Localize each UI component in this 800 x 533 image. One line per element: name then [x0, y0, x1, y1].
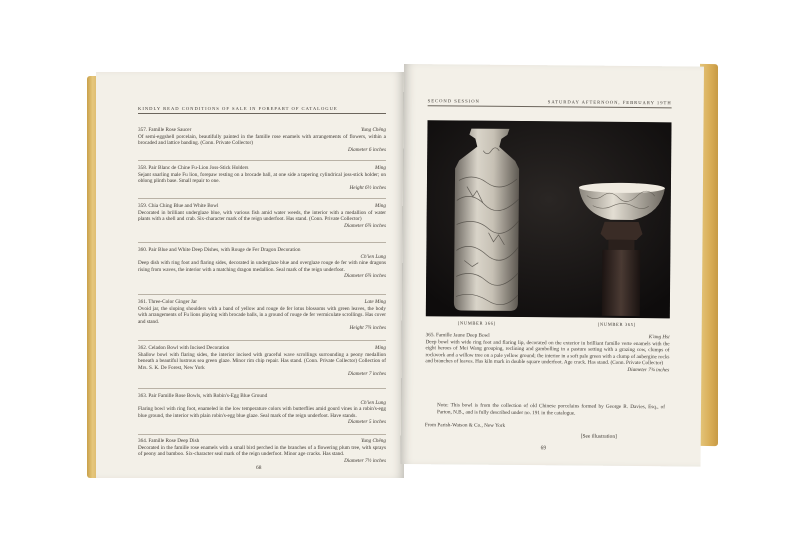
lot-entry — [138, 165, 386, 191]
lot-dynasty: Late Ming — [364, 299, 386, 305]
lot-dimensions: Diameter 7 inches — [347, 371, 386, 378]
lot-dynasty: Yung Chêng — [360, 127, 386, 133]
provenance-note — [437, 402, 665, 417]
lot-description: Deep dish with ring foot and flaring sides, decorated in underglaze blue and overglaze rouge de fer with nine dragons rising from waves, the interior with a matching dragon medallion. Seal mark of the reign underfoot. — [138, 260, 386, 273]
lot-entry — [138, 393, 386, 426]
lot-title: 360. Pair Blue and White Deep Dishes, with Rouge de Fer Dragon Decoration — [138, 247, 301, 253]
running-header-left: KINDLY READ CONDITIONS OF SALE IN FOREPART OF CATALOGUE — [138, 106, 338, 111]
lot-title: 362. Celadon Bowl with Incised Decoration — [138, 345, 230, 351]
lot-dimensions: Diameter 6¾ inches — [344, 222, 386, 229]
lot-title: 359. Chia Ching Blue and White Bowl — [138, 203, 219, 209]
lot-dynasty: Ch'ien Lung — [360, 399, 386, 406]
lot-dimensions: Diameter 6 inches — [347, 146, 386, 153]
page-number: 68 — [256, 465, 262, 471]
left-page — [96, 72, 404, 478]
lot-dynasty: Ming — [375, 165, 386, 171]
lot-entry — [138, 203, 386, 229]
lot-dynasty: Ch'ien Lung — [360, 253, 386, 260]
running-header-date: SATURDAY AFTERNOON, FEBRUARY 19TH — [547, 99, 672, 106]
entry-divider — [138, 434, 386, 435]
entry-divider — [138, 388, 386, 389]
lot-title: 364. Famille Rose Deep Dish — [138, 438, 200, 444]
lot-dimensions: Diameter 7¾ inches — [627, 366, 670, 374]
lot-title: 365. Famille Jaune Deep Bowl — [425, 332, 490, 339]
lot-description: Shallow bowl with flaring sides, the interior incised with graceful wave scrollings surrounding a peony medallion beneath a beautiful lustrous sea green glaze. Minor rim chip repair. Has stand. (Conn. Private Collector) Collection of Mrs. S. K. De Forest, New York — [138, 351, 386, 371]
lot-description: Deep bowl with wide ring foot and flaring lip, decorated on the exterior in brilliant famille verte enamels with the eight heroes of Mei Wang grouping, reclining and gambolling in a pasture setting with a grazing cow, clumps of rockwork and a willow tree on a pale yellow ground; the interior in a soft pale green with a clump of aubergine rocks and branches of leaves. Has kiln mark in double square underfoot. Age crack. Has stand. (Conn. Private Collector) — [425, 338, 670, 367]
lot-photograph — [426, 120, 672, 318]
provenance-source — [425, 422, 669, 431]
lot-entry — [138, 438, 386, 464]
lot-dynasty: Ming — [375, 345, 386, 351]
lot-entry — [138, 127, 386, 153]
lot-description: Of semi-eggshell porcelain, beautifully painted in the famille rose enamels with arrangements of flowers, within a brocaded and lattice banding. (Conn. Private Collector) — [138, 133, 386, 147]
lot-description: Decorated in brilliant underglaze blue, with various fish amid water weeds, the interior with a medallion of water plants with a shell and crab. Six-character mark of the reign underfoot. Has stand. (Conn. Private Collector) — [138, 209, 386, 223]
source-text: From Parish-Watson & Co., New York — [424, 422, 506, 429]
entry-divider — [138, 242, 386, 243]
lot-dimensions: Diameter 5 inches — [347, 419, 386, 426]
header-rule — [138, 113, 386, 114]
lot-title: 363. Pair Famille Rose Bowls, with Robin's-Egg Blue Ground — [138, 393, 268, 399]
note-text: Note: This bowl is from the collection of old Chinese porcelains formed by George R. Davies, Esq., of Parton, N.B., and is fully described under no. 191 in the catalogue. — [436, 402, 666, 417]
page-number: 69 — [540, 445, 547, 452]
lot-entry — [138, 247, 386, 280]
entry-divider — [138, 160, 386, 161]
lot-entry-365 — [425, 332, 669, 374]
lot-title: 358. Pair Blanc de Chine Fu-Lion Joss-Stick Holders — [138, 165, 249, 171]
caption-number-366: [NUMBER 366] — [457, 320, 496, 326]
header-rule — [428, 105, 672, 108]
entry-divider — [138, 198, 386, 199]
running-header-session: SECOND SESSION — [427, 98, 480, 104]
lot-description: Decorated in the famille rose enamels with a small bird perched in the branches of a flowering plum tree, with sprays of peony and bamboo. Six-character seal mark of the reign underfoot. Minor age cracks. Has stand. — [138, 444, 386, 458]
vase-and-bowl-image — [426, 120, 672, 318]
lot-description: Flaring bowl with ring foot, enameled in the low temperature colors with butterflies amid gourd vines in a robin's-egg blue ground, the interior with plain robin's-egg blue glaze. Seal mark of the reign underfoot. Have stands. — [138, 406, 386, 419]
lot-title: 357. Famille Rose Saucer — [138, 127, 192, 133]
lot-description: Sejant snarling male Fu lion, forepaw resting on a brocade ball, at one side a tapering cylindrical joss-stick holder; on oblong plinth base. Small repair to one. — [138, 171, 386, 185]
lot-dimensions: Height 6½ inches — [349, 184, 386, 191]
lot-dynasty: K'ang Hsi — [648, 334, 670, 341]
lot-dynasty: Yung Chêng — [360, 438, 386, 444]
lot-description: Ovoid jar, the sloping shoulders with a band of yellow and rouge de fer lotus blossoms with green leaves, the body with arrangements of Fu lions playing with brocade balls, in a ground of rouge de fer vermiculate scrollings. Has cover and stand. — [138, 305, 386, 325]
right-page — [401, 64, 704, 467]
entry-divider — [138, 294, 386, 295]
lot-dimensions: Diameter 7½ inches — [344, 457, 386, 464]
lot-title: 361. Three-Color Ginger Jar — [138, 299, 197, 305]
lot-dimensions: Diameter 6¾ inches — [344, 273, 386, 280]
lot-dimensions: Height 7¾ inches — [349, 325, 386, 332]
lot-dynasty: Ming — [375, 203, 386, 209]
lot-entry — [138, 299, 386, 332]
lot-entry — [138, 345, 386, 378]
entry-divider — [138, 340, 386, 341]
caption-number-365: [NUMBER 365] — [597, 321, 636, 328]
see-illustration: [See illustration] — [580, 433, 617, 440]
